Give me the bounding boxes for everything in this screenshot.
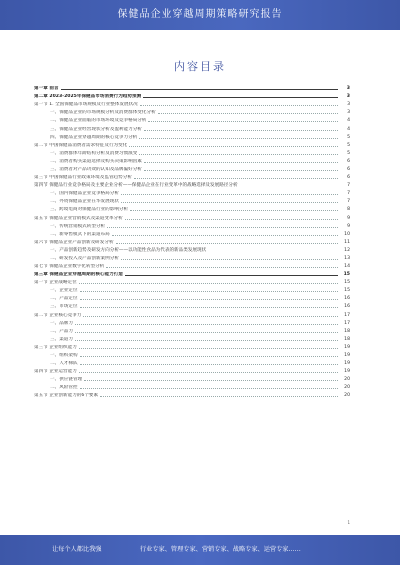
toc-entry[interactable]: [34, 286, 350, 294]
toc-entry-label: 一、品牌力: [50, 320, 73, 326]
toc-entry[interactable]: [34, 157, 350, 165]
toc-entry[interactable]: [34, 254, 350, 262]
toc-dot-leader: [134, 178, 338, 179]
toc-dot-leader: [80, 364, 338, 365]
toc-entry-page: 6: [347, 158, 350, 164]
toc-entry-label: 二、产品定位: [50, 296, 78, 302]
report-header-bar: [0, 0, 400, 30]
toc-entry-label: 二、外资保健品企业在华发展现状: [50, 199, 119, 205]
toc-entry-page: 16: [344, 304, 350, 310]
toc-entry-label: 一、产品创新趋势及研发方向分析——以功能性食品为代表的新品类发展现状: [50, 247, 207, 253]
toc-entry-page: 3: [346, 86, 350, 92]
toc-dot-leader: [129, 146, 338, 147]
toc-entry-page: 5: [347, 150, 350, 156]
toc-entry[interactable]: [34, 278, 350, 286]
toc-dot-leader: [125, 275, 338, 276]
report-footer-bar: [0, 535, 400, 565]
toc-entry-page: 19: [344, 361, 350, 367]
toc-title: 内容目录: [174, 60, 226, 73]
toc-entry[interactable]: [34, 149, 350, 157]
toc-entry[interactable]: [34, 213, 350, 221]
toc-entry-label: 第二章 2023-2025年保健品市场消费行为趋势预测: [34, 94, 142, 100]
toc-dot-leader: [121, 194, 338, 195]
toc-entry-page: 15: [344, 288, 350, 294]
toc-dot-leader: [106, 267, 338, 268]
toc-entry-page: 6: [347, 175, 350, 181]
toc-entry[interactable]: [34, 189, 350, 197]
toc-entry-label: 第三节 企业组织能力: [34, 344, 77, 350]
toc-entry-label: 第三节 中国保健品行业政策环境及监管趋势分析: [34, 175, 132, 181]
toc-entry-label: 二、消费者购买渠道选择及购买决策影响因素: [50, 158, 142, 164]
toc-entry-label: 第五节 企业创新能力的6个要素: [34, 393, 99, 399]
toc-entry[interactable]: [34, 343, 350, 351]
toc-dot-leader: [80, 299, 338, 300]
toc-dot-leader: [144, 130, 338, 131]
toc-dot-leader: [116, 243, 338, 244]
toc-entry-label: 第五节 保健品企业营销模式及渠道变革分析: [34, 215, 123, 221]
toc-dot-leader: [75, 324, 338, 325]
toc-entry-page: 20: [344, 377, 350, 383]
toc-dot-leader: [83, 316, 338, 317]
toc-entry-label: 三、跨境电商对保健品行业的影响分析: [50, 207, 129, 213]
table-of-contents: [34, 84, 350, 399]
toc-entry-label: 第一章 前言: [34, 86, 59, 92]
toc-entry[interactable]: [34, 165, 350, 173]
toc-entry[interactable]: [34, 270, 350, 278]
toc-dot-leader: [121, 259, 338, 260]
toc-entry-page: 20: [344, 385, 350, 391]
toc-entry-page: 7: [347, 199, 350, 205]
toc-dot-leader: [80, 307, 338, 308]
toc-entry-label: 第三章 保健品企业穿越周期的核心能力打造: [34, 272, 123, 278]
toc-entry-page: 12: [344, 247, 350, 253]
toc-dot-leader: [61, 89, 338, 90]
toc-entry-label: 二、风险管控: [50, 385, 78, 391]
toc-entry[interactable]: [34, 173, 350, 181]
toc-entry[interactable]: [34, 108, 350, 116]
toc-dot-leader: [79, 372, 338, 373]
toc-entry[interactable]: [34, 246, 350, 254]
toc-entry-page: 14: [344, 263, 350, 269]
toc-entry[interactable]: [34, 238, 350, 246]
toc-entry-page: 19: [344, 344, 350, 350]
toc-entry[interactable]: [34, 302, 350, 310]
toc-dot-leader: [125, 219, 338, 220]
toc-entry-label: 二、保健品企业面临的市场环境及竞争格局分析: [50, 118, 147, 124]
toc-entry-page: 9: [347, 223, 350, 229]
toc-entry-label: 第二节 中国保健品消费者需求特征及行为变化: [34, 142, 128, 148]
toc-entry-page: 5: [347, 142, 350, 148]
toc-dot-leader: [130, 210, 338, 211]
toc-entry-page: 8: [347, 207, 350, 213]
toc-entry[interactable]: [34, 319, 350, 327]
toc-entry-page: 17: [344, 312, 350, 318]
toc-entry[interactable]: [34, 222, 350, 230]
toc-dot-leader: [75, 332, 338, 333]
toc-entry-page: 16: [344, 296, 350, 302]
toc-entry-label: 一、供应链管理: [50, 377, 83, 383]
toc-entry-label: 第二节 企业核心竞争力: [34, 312, 82, 318]
toc-entry-page: 3: [347, 102, 350, 108]
toc-dot-leader: [80, 388, 338, 389]
footer-experts: 行业专家、管理专家、营销专家、战略专家、运营专家……: [140, 546, 301, 553]
toc-entry[interactable]: [34, 383, 350, 391]
toc-entry[interactable]: [34, 181, 350, 189]
toc-entry-page: 15: [344, 280, 350, 286]
toc-entry-page: 15: [343, 272, 350, 278]
toc-entry[interactable]: [34, 367, 350, 375]
toc-entry-page: 3: [347, 110, 350, 116]
toc-entry-label: 三、市场定位: [50, 304, 78, 310]
toc-entry[interactable]: [34, 100, 350, 108]
toc-dot-leader: [139, 154, 338, 155]
toc-entry-page: 6: [347, 167, 350, 173]
toc-entry-label: 第四节 企业运营能力: [34, 369, 77, 375]
toc-entry[interactable]: [34, 116, 350, 124]
toc-entry-label: 三、消费者对产品功效的认知及品牌偏好分析: [50, 167, 142, 173]
toc-dot-leader: [80, 291, 338, 292]
toc-entry-label: 一、国内保健品企业竞争格局分析: [50, 191, 119, 197]
toc-entry[interactable]: [34, 375, 350, 383]
toc-entry-label: 三、渠道力: [50, 336, 73, 342]
toc-entry-label: 第六节 保健品企业产品创新及研发分析: [34, 239, 114, 245]
toc-entry[interactable]: [34, 391, 350, 399]
toc-dot-leader: [144, 170, 338, 171]
toc-dot-leader: [140, 105, 338, 106]
toc-entry[interactable]: [34, 262, 350, 270]
toc-entry-label: 第一节 1. 全国保健品市场规模及行业整体发展状况: [34, 102, 138, 108]
toc-entry-page: 4: [347, 118, 350, 124]
page-number: 1: [347, 520, 350, 525]
toc-entry[interactable]: [34, 351, 350, 359]
toc-entry-label: 第一节 企业战略定位: [34, 280, 77, 286]
toc-entry[interactable]: [34, 359, 350, 367]
toc-entry-label: 第七节 保健品企业数字化转型分析: [34, 263, 105, 269]
toc-dot-leader: [79, 283, 338, 284]
toc-entry[interactable]: [34, 92, 350, 100]
toc-dot-leader: [148, 121, 338, 122]
toc-entry-page: 4: [347, 126, 350, 132]
toc-entry[interactable]: [34, 327, 350, 335]
toc-dot-leader: [84, 380, 338, 381]
toc-entry-page: 18: [344, 328, 350, 334]
toc-dot-leader: [139, 138, 338, 139]
toc-entry-label: 一、传统营销模式转型分析: [50, 223, 106, 229]
toc-entry-label: 三、保健品企业经营现状分析及盈利能力分析: [50, 126, 142, 132]
toc-entry[interactable]: [34, 205, 350, 213]
toc-dot-leader: [107, 227, 338, 228]
toc-entry-label: 一、组织架构: [50, 353, 78, 358]
toc-dot-leader: [80, 356, 338, 357]
toc-dot-leader: [158, 113, 338, 114]
toc-entry-page: 20: [344, 393, 350, 399]
toc-entry[interactable]: [34, 230, 350, 238]
toc-dot-leader: [144, 162, 338, 163]
toc-entry[interactable]: [34, 294, 350, 302]
toc-entry-label: 二、研发投入及产品创新案例分析: [50, 255, 119, 261]
toc-entry-label: 一、消费群体年龄结构分析及消费习惯演变: [50, 150, 138, 156]
report-header-title: 保健品企业穿越周期策略研究报告: [117, 9, 283, 20]
toc-dot-leader: [100, 396, 338, 397]
toc-entry-page: 18: [344, 336, 350, 342]
toc-entry[interactable]: [34, 133, 350, 141]
toc-dot-leader: [79, 348, 338, 349]
toc-entry-label: 第四节 保健品行业竞争格局及主要企业分析——保健品企业在行业变革中的战略选择及发展路径分析: [34, 183, 238, 189]
toc-entry-label: 二、人才梯队: [50, 361, 78, 367]
toc-entry-page: 17: [344, 320, 350, 326]
toc-entry[interactable]: [34, 124, 350, 132]
toc-entry-label: 二、产品力: [50, 328, 73, 334]
toc-entry-page: 10: [344, 231, 350, 237]
toc-entry-label: 一、保健品企业的市场规模分析及消费群体变化分析: [50, 110, 156, 116]
toc-dot-leader: [143, 97, 338, 98]
toc-entry[interactable]: [34, 310, 350, 318]
toc-entry-page: 9: [347, 215, 350, 221]
toc-entry-page: 7: [347, 191, 350, 197]
toc-entry[interactable]: [34, 141, 350, 149]
toc-dot-leader: [112, 235, 338, 236]
toc-entry-label: 二、新零售模式下的渠道布局: [50, 231, 110, 237]
toc-dot-leader: [121, 202, 338, 203]
toc-entry[interactable]: [34, 335, 350, 343]
toc-entry-page: 13: [344, 255, 350, 261]
toc-entry-page: 3: [346, 94, 350, 100]
toc-entry-page: 7: [347, 183, 350, 189]
toc-entry-page: 19: [344, 353, 350, 358]
toc-entry-label: 一、企业定位: [50, 288, 78, 294]
toc-dot-leader: [75, 340, 338, 341]
toc-entry-page: 11: [344, 239, 350, 245]
footer-slogan: 让每个人都比我强: [52, 546, 102, 553]
toc-entry[interactable]: [34, 197, 350, 205]
toc-entry-label: 四、保健品企业穿越周期的核心竞争力分析: [50, 134, 138, 140]
toc-entry-page: 19: [344, 369, 350, 375]
toc-entry-page: 5: [347, 134, 350, 140]
toc-entry[interactable]: [34, 84, 350, 92]
